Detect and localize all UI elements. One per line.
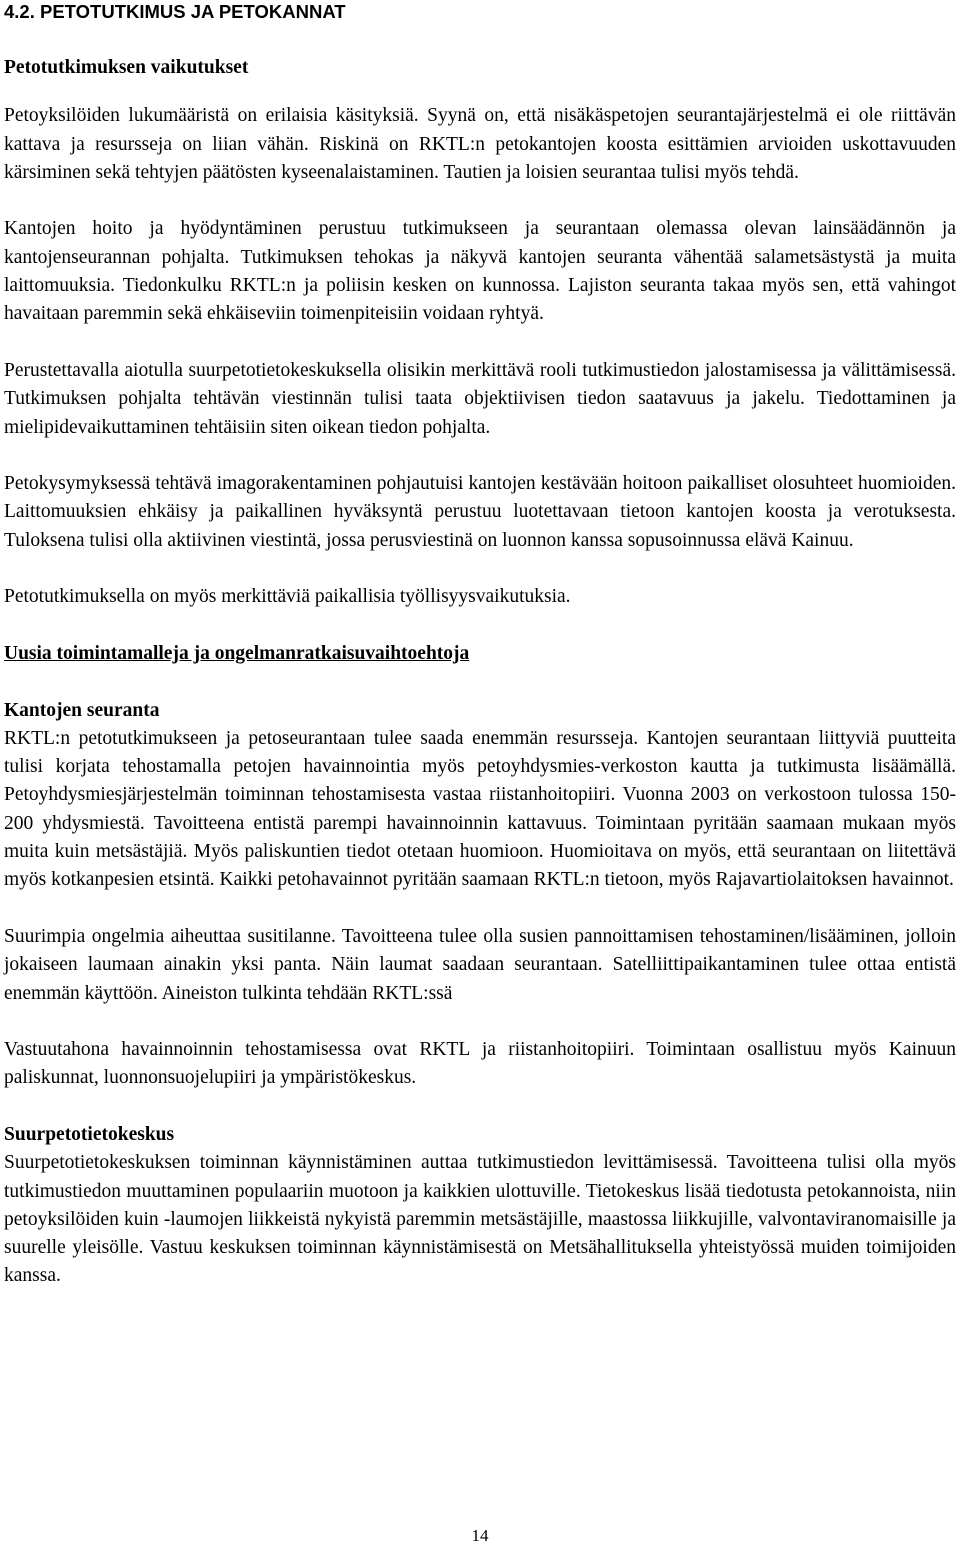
paragraph: Petotutkimuksella on myös merkittäviä paikallisia työllisyysvaikutuksia. — [4, 586, 571, 608]
spacer — [4, 187, 956, 215]
paragraph: Kantojen hoito ja hyödyntäminen perustuu tutkimukseen ja seurantaan olemassa olevan lainsäädännön ja kantojenseurannan pohjalta. Tutkimuksen tehokas ja näkyvä kantojen seuranta vähentää salametsästystä ja muita laittomuuksia. Tiedonkulku RKTL:n ja poliisin kesken on kunnossa. Lajiston seuranta takaa myös sen, että vahingot havaitaan paremmin sekä ehkäiseviin toimenpiteisiin voidaan ryhtyä. — [4, 218, 956, 325]
chapter-title: 4.2. PETOTUTKIMUS JA PETOKANNAT — [4, 1, 346, 22]
spacer — [4, 1093, 956, 1121]
document-page — [4, 0, 956, 1291]
spacer — [4, 82, 956, 102]
paragraph: Petokysymyksessä tehtävä imagorakentaminen pohjautuisi kantojen kestävään hoitoon paikalliset olosuhteet huomioiden. Laittomuuksien ehkäisy ja paikallinen hyväksyntä perustuu luotettavaan tietoon kantojen koosta ja verotuksesta. Tuloksena tulisi olla aktiivinen viestintä, jossa perusviestinä on luonnon kanssa sopusoinnussa elävä Kainuu. — [4, 473, 956, 551]
section-heading-petotutkimuksen-vaikutukset: Petotutkimuksen vaikutukset — [4, 57, 249, 78]
paragraph: Suurimpia ongelmia aiheuttaa susitilanne. Tavoitteena tulee olla susien pannoittamisen tehostaminen/lisääminen, jolloin jokaiseen laumaan ainakin yksi panta. Näin laumat saadaan seurantaan. Satelliittipaikantaminen tulee ottaa entistä enemmän käyttöön. Aineiston tulkinta tehdään RKTL:ssä — [4, 925, 956, 1004]
section-heading-uusia-toimintamalleja: Uusia toimintamalleja ja ongelmanratkaisuvaihtoehtoja — [4, 642, 470, 664]
paragraph: RKTL:n petotutkimukseen ja petoseurantaan tulee saada enemmän resursseja. Kantojen seurantaan liittyviä puutteita tulisi korjata tehostamalla petojen havainnointia myös petoyhdysmies-verkoston kautta ja tutkimusta lisäämällä. Petoyhdysmiesjärjestelmän toiminnan tehostamisesta vastaa riistanhoitopiiri. Vuonna 2003 on verkostoon tulossa 150-200 yhdysmiestä. Tavoitteena entistä parempi havainnoinnin kattavuus. Toimintaan pyritään saamaan mukaan myös muita kuin metsästäjiä. Myös paliskuntien tiedot otetaan huomioon. Huomioitava on myös, että seurantaan on liitettävä myös kotkanpesien etsintä. Kaikki petohavainnot pyritään saamaan RKTL:n tietoon, myös Rajavartiolaitoksen havainnot. — [4, 727, 956, 891]
section-heading-suurpetotietokeskus: Suurpetotietokeskus — [4, 1123, 175, 1145]
section-heading-kantojen-seuranta: Kantojen seuranta — [4, 699, 160, 721]
paragraph: Perustettavalla aiotulla suurpetotietokeskuksella olisikin merkittävä rooli tutkimustiedon jalostamisessa ja välittämisessä. Tutkimuksen pohjalta tehtävän viestinnän tulisi taata objektiivisen tiedon saatavuus ja jakelu. Tiedottaminen ja mielipidevaikuttaminen tehtäisiin siten oikean tiedon pohjalta. — [4, 359, 956, 438]
paragraph: Vastuutahona havainnoinnin tehostamisessa ovat RKTL ja riistanhoitopiiri. Toimintaan osallistuu myös Kainuun paliskunnat, luonnonsuojelupiiri ja ympäristökeskus. — [4, 1039, 956, 1089]
spacer — [4, 612, 956, 640]
paragraph: Petoyksilöiden lukumääristä on erilaisia käsityksiä. Syynä on, että nisäkäspetojen seurantajärjestelmä ei ole riittävän kattava ja resursseja on liian vähän. Riskinä on RKTL:n petokantojen koosta esittämien arvioiden uskottavuuden kärsiminen sekä tehtyjen päätösten kyseenalaistaminen. Tautien ja loisien seurantaa tulisi myös tehdä. — [4, 105, 956, 183]
paragraph: Suurpetotietokeskuksen toiminnan käynnistäminen auttaa tutkimustiedon levittämisessä. Tavoitteena tulisi olla myös tutkimustiedon muuttaminen populaariin muotoon ja kaikkien ulottuville. Tietokeskus lisää tiedotusta petokannoista, niin petoyksilöiden kuin -laumojen liikkeistä nykyistä paremmin metsästäjille, maastossa liikkujille, valvontaviranomaisille ja suurelle yleisölle. Vastuu keskuksen toiminnan käynnistämisestä on Metsähallituksella yhteistyössä muiden toimijoiden kanssa. — [4, 1152, 956, 1287]
spacer — [4, 23, 956, 54]
spacer — [4, 1008, 956, 1036]
spacer — [4, 442, 956, 470]
page-number: 14 — [471, 1526, 489, 1545]
spacer — [4, 555, 956, 583]
spacer — [4, 895, 956, 923]
spacer — [4, 668, 956, 696]
spacer — [4, 329, 956, 357]
